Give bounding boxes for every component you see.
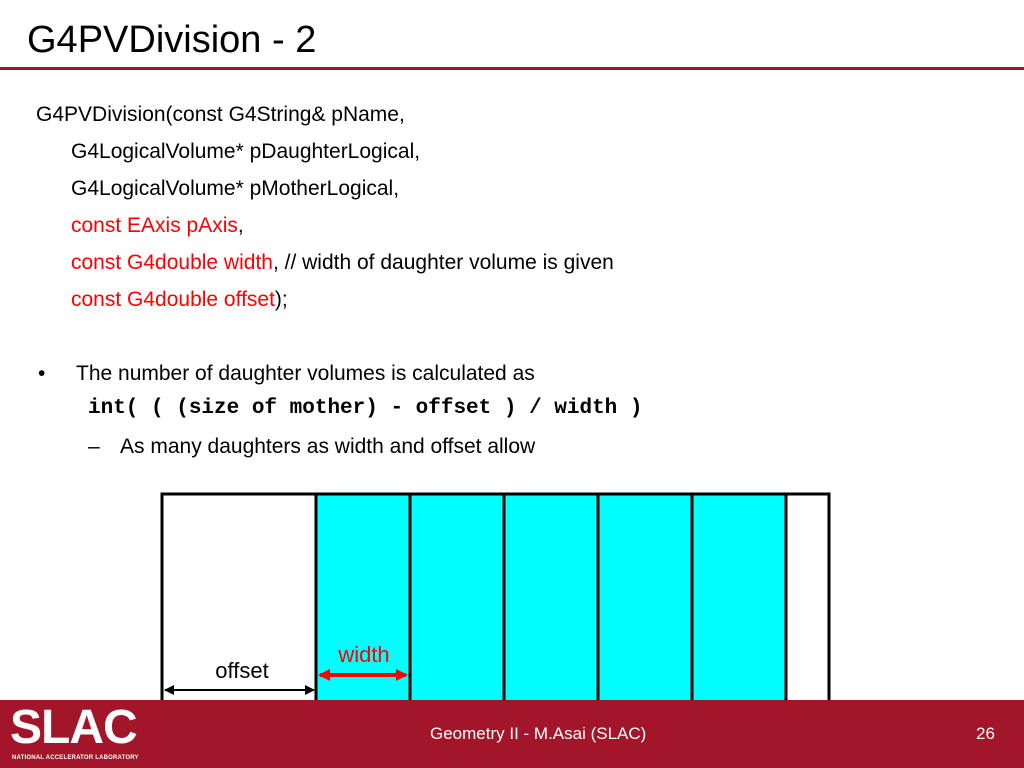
sub-bullet-text: As many daughters as width and offset allow xyxy=(120,435,536,458)
division-formula: int( ( (size of mother) - offset ) / width ) xyxy=(88,397,643,420)
page-number: 26 xyxy=(976,724,995,743)
slac-logo: SLAC xyxy=(10,701,137,754)
axis-param: const EAxis pAxis xyxy=(71,214,238,237)
sub-bullet-marker: – xyxy=(88,435,100,458)
daughter-cells xyxy=(316,494,786,700)
bullet-text: The number of daughter volumes is calculated as xyxy=(76,362,535,385)
offset-label: offset xyxy=(215,658,269,683)
daughter-cell xyxy=(692,494,786,700)
footer-text: Geometry II - M.Asai (SLAC) xyxy=(430,724,647,743)
slide-title: G4PVDivision - 2 xyxy=(27,19,317,61)
daughter-cell xyxy=(316,494,410,700)
width-param: const G4double width xyxy=(71,251,273,274)
daughter-cell xyxy=(598,494,692,700)
daughter-cell xyxy=(410,494,504,700)
code-line-2: G4LogicalVolume* pDaughterLogical, xyxy=(71,140,421,163)
width-label: width xyxy=(338,642,390,667)
code-line-1: G4PVDivision(const G4String& pName, xyxy=(36,103,405,126)
code-line-3: G4LogicalVolume* pMotherLogical, xyxy=(71,177,400,200)
code-line-5-tail: , // width of daughter volume is given xyxy=(272,251,614,274)
daughter-cell xyxy=(504,494,598,700)
bullet-marker: • xyxy=(38,362,46,385)
slac-logo-subtitle: NATIONAL ACCELERATOR LABORATORY xyxy=(12,755,139,761)
code-line-4-tail: , xyxy=(237,214,244,237)
offset-param: const G4double offset xyxy=(71,288,275,311)
code-line-6-tail: ); xyxy=(274,288,288,311)
